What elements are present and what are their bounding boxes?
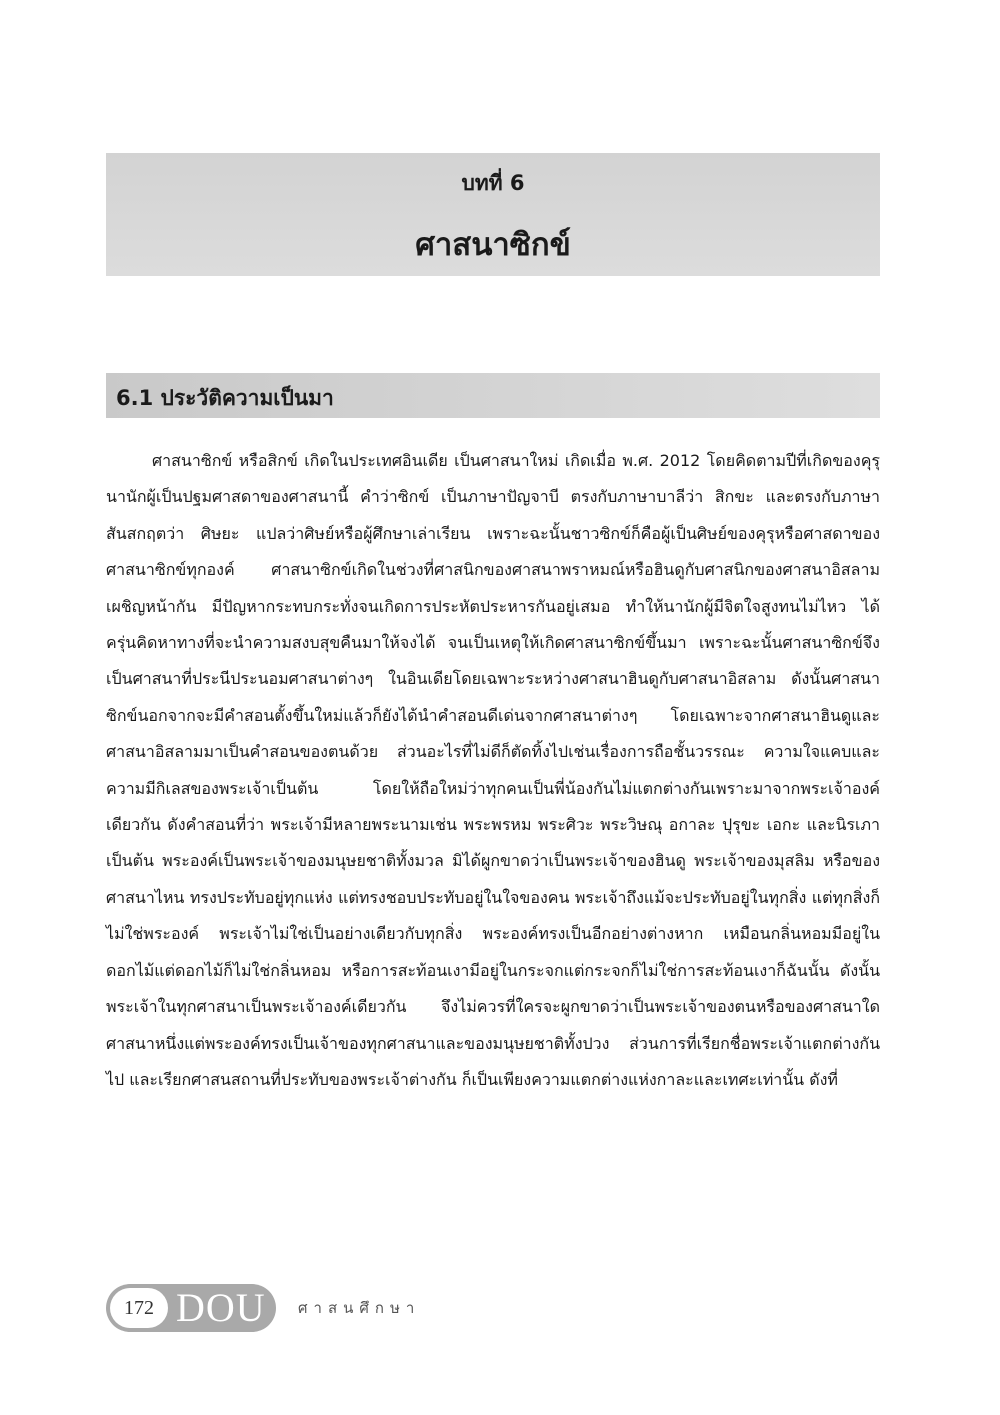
chapter-number: บทที่ 6 [461, 171, 525, 195]
body-text [106, 443, 880, 1098]
page-number: 172 [110, 1288, 168, 1328]
dou-logo: DOU [176, 1285, 266, 1330]
chapter-header [106, 153, 880, 276]
section-heading-bar [106, 373, 880, 418]
footer-badge [106, 1284, 276, 1332]
body-paragraph: ศาสนาซิกข์ หรือสิกข์ เกิดในประเทศอินเดีย เป็นศาสนาใหม่ เกิดเมื่อ พ.ศ. 2012 โดยคิดตามปีที่เกิดของคุรุนานักผู้เป็นปฐมศาสดาของศาสนานี้ คำว่าซิกข์ เป็นภาษาปัญจาบี ตรงกับภาษาบาลีว่า สิกขะ และตรงกับภาษาสันสกฤตว่า ศิษยะ แปลว่าศิษย์หรือผู้ศึกษาเล่าเรียน เพราะฉะนั้นชาวซิกข์ก็คือผู้เป็นศิษย์ของคุรุหรือศาสดาของศาสนาซิกข์ทุกองค์ ศาสนาซิกข์เกิดในช่วงที่ศาสนิกของศาสนาพราหมณ์หรือฮินดูกับศาสนิกของศาสนาอิสลามเผชิญหน้ากัน มีปัญหากระทบกระทั่งจนเกิดการประหัตประหารกันอยู่เสมอ ทำให้นานักผู้มีจิตใจสูงทนไม่ไหว ได้ครุ่นคิดหาทางที่จะนำความสงบสุขคืนมาให้จงได้ จนเป็นเหตุให้เกิดศาสนาซิกข์ขึ้นมา เพราะฉะนั้นศาสนาซิกข์จึงเป็นศาสนาที่ประนีประนอมศาสนาต่างๆ ในอินเดียโดยเฉพาะระหว่างศาสนาฮินดูกับศาสนาอิสลาม ดังนั้นศาสนาซิกข์นอกจากจะมีคำสอนตั้งขึ้นใหม่แล้วก็ยังได้นำคำสอนดีเด่นจากศาสนาต่างๆ โดยเฉพาะจากศาสนาฮินดูและศาสนาอิสลามมาเป็นคำสอนของตนด้วย ส่วนอะไรที่ไม่ดีก็ตัดทิ้งไปเช่นเรื่องการถือชั้นวรรณะ ความใจแคบและความมีกิเลสของพระเจ้าเป็นต้น โดยให้ถือใหม่ว่าทุกคนเป็นพี่น้องกันไม่แตกต่างกันเพราะมาจากพระเจ้าองค์เดียวกัน ดังคำสอนที่ว่า พระเจ้ามีหลายพระนามเช่น พระพรหม พระศิวะ พระวิษณุ อกาละ ปุรุขะ เอกะ และนิรเภา เป็นต้น พระองค์เป็นพระเจ้าของมนุษยชาติทั้งมวล มิได้ผูกขาดว่าเป็นพระเจ้าของฮินดู พระเจ้าของมุสลิม หรือของศาสนาไหน ทรงประทับอยู่ทุกแห่ง แต่ทรงชอบประทับอยู่ในใจของคน พระเจ้าถึงแม้จะประทับอยู่ในทุกสิ่ง แต่ทุกสิ่งก็ไม่ใช่พระองค์ พระเจ้าไม่ใช่เป็นอย่างเดียวกับทุกสิ่ง พระองค์ทรงเป็นอีกอย่างต่างหาก เหมือนกลิ่นหอมมีอยู่ในดอกไม้แต่ดอกไม้ก็ไม่ใช่กลิ่นหอม หรือการสะท้อนเงามีอยู่ในกระจกแต่กระจกก็ไม่ใช่การสะท้อนเงาก็ฉันนั้น ดังนั้นพระเจ้าในทุกศาสนาเป็นพระเจ้าองค์เดียวกัน จึงไม่ควรที่ใครจะผูกขาดว่าเป็นพระเจ้าของตนหรือของศาสนาใดศาสนาหนึ่งแต่พระองค์ทรงเป็นเจ้าของทุกศาสนาและของมนุษยชาติทั้งปวง ส่วนการที่เรียกชื่อพระเจ้าแตกต่างกันไป และเรียกศาสนสถานที่ประทับของพระเจ้าต่างกัน ก็เป็นเพียงความแตกต่างแห่งกาละและเทศะเท่านั้น ดังที่ [106, 451, 880, 1089]
chapter-title: ศาสนาซิกข์ [415, 227, 571, 263]
footer-subject: ศาสนศึกษา [298, 1299, 421, 1317]
section-heading: 6.1 ประวัติความเป็นมา [116, 386, 334, 410]
